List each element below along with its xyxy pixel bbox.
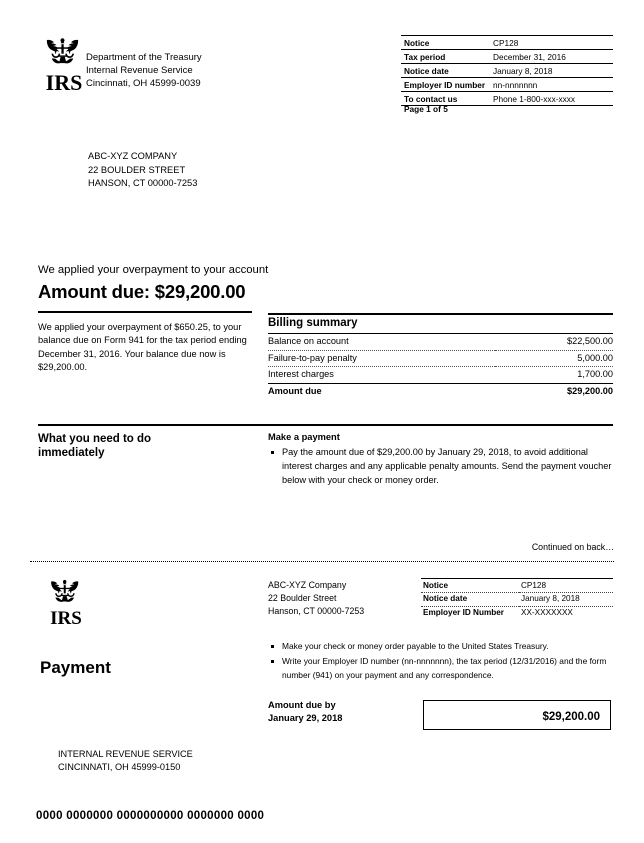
irs-return-address-line-1: INTERNAL REVENUE SERVICE xyxy=(58,749,193,759)
table-row xyxy=(401,63,613,77)
voucher-addressee-line-1: ABC-XYZ Company xyxy=(268,580,347,590)
irs-logo-voucher xyxy=(38,578,94,628)
amount-due-by-label: Amount due by xyxy=(268,700,336,710)
addressee-line-3: HANSON, CT 00000-7253 xyxy=(88,178,198,189)
addressee-block xyxy=(88,150,197,191)
table-row xyxy=(401,49,613,63)
contact-label: To contact us xyxy=(401,91,490,105)
payment-title: Payment xyxy=(40,658,111,677)
contact-value: Phone 1-800-xxx-xxxx xyxy=(490,91,613,105)
tax-period-value: December 31, 2016 xyxy=(490,49,613,63)
wynd-divider xyxy=(38,424,613,426)
wynd-heading-line-2: immediately xyxy=(38,447,105,460)
table-row xyxy=(421,606,613,619)
irs-wordmark: IRS xyxy=(45,70,83,95)
voucher-notice-label: Notice xyxy=(421,579,519,593)
notice-date-label: Notice date xyxy=(401,63,490,77)
billing-label: Balance on account xyxy=(268,334,495,351)
agency-line-3: Cincinnati, OH 45999-0039 xyxy=(86,78,201,90)
voucher-addressee-line-2: 22 Boulder Street xyxy=(268,593,337,603)
list-item: Pay the amount due of $29,200.00 by January 29, 2018, to avoid additional interest charges and any applicable penalty amounts. Send the payment voucher below with your check or money order. xyxy=(268,445,614,488)
billing-total-amount: $29,200.00 xyxy=(495,383,613,399)
billing-amount: 1,700.00 xyxy=(495,367,613,384)
voucher-info-table xyxy=(421,578,613,620)
wynd-heading xyxy=(38,432,248,461)
wynd-body xyxy=(268,432,614,489)
voucher-bullet-list xyxy=(268,639,608,683)
intro-paragraph: We applied your overpayment of $650.25, to your balance due on Form 941 for the tax period ending December 31, 2016. Your balance due now is $29,200.00. xyxy=(38,322,247,373)
make-a-payment-subheading: Make a payment xyxy=(268,432,340,442)
addressee-line-2: 22 BOULDER STREET xyxy=(88,164,186,175)
billing-label: Failure-to-pay penalty xyxy=(268,350,495,367)
voucher-scanline: 0000 0000000 0000000000 0000000 0000 xyxy=(36,810,265,822)
irs-logo-header xyxy=(36,36,92,94)
intro-divider xyxy=(38,311,252,313)
billing-amount: 5,000.00 xyxy=(495,350,613,367)
irs-eagle-emblem-icon xyxy=(41,36,87,74)
list-item: Make your check or money order payable to the United States Treasury. xyxy=(268,639,608,653)
billing-summary-section xyxy=(268,313,613,400)
irs-return-address-line-2: CINCINNATI, OH 45999-0150 xyxy=(58,762,181,773)
irs-eagle-emblem-icon xyxy=(46,578,86,611)
billing-amount: $22,500.00 xyxy=(495,334,613,351)
table-row xyxy=(401,36,613,50)
table-row xyxy=(421,592,613,606)
voucher-instructions xyxy=(268,639,608,684)
voucher-notice-date-value: January 8, 2018 xyxy=(519,592,613,606)
billing-summary-table xyxy=(268,333,613,400)
table-row xyxy=(268,334,613,351)
billing-top-rule xyxy=(268,313,613,315)
notice-value: CP128 xyxy=(490,36,613,50)
amount-due-by-date: January 29, 2018 xyxy=(268,713,343,723)
voucher-ein-label: Employer ID Number xyxy=(421,606,519,619)
wynd-bullet-list xyxy=(268,445,614,488)
agency-address xyxy=(86,51,202,91)
continued-on-back: Continued on back… xyxy=(531,542,614,552)
notice-label: Notice xyxy=(401,36,490,50)
agency-line-1: Department of the Treasury xyxy=(86,52,202,63)
amount-due-by-block xyxy=(268,699,342,725)
voucher-amount-due-box xyxy=(423,700,611,730)
billing-label: Interest charges xyxy=(268,367,495,384)
billing-total-label: Amount due xyxy=(268,383,495,399)
agency-line-2: Internal Revenue Service xyxy=(86,65,193,77)
table-row xyxy=(268,350,613,367)
page-number: Page 1 of 5 xyxy=(404,104,448,114)
voucher-addressee-line-3: Hanson, CT 00000-7253 xyxy=(268,606,365,616)
table-row xyxy=(421,579,613,593)
voucher-amount-due-value: $29,200.00 xyxy=(542,711,600,723)
amount-due-headline: Amount due: $29,200.00 xyxy=(38,281,246,302)
irs-wordmark: IRS xyxy=(50,608,82,629)
notice-info-table xyxy=(401,35,613,106)
voucher-notice-date-label: Notice date xyxy=(421,592,519,606)
voucher-ein-value: XX-XXXXXXX xyxy=(519,606,613,619)
addressee-line-1: ABC-XYZ COMPANY xyxy=(88,151,178,161)
table-row xyxy=(401,77,613,91)
notice-subject: We applied your overpayment to your account xyxy=(38,264,269,276)
wynd-heading-line-1: What you need to do xyxy=(38,433,152,445)
voucher-tear-line xyxy=(30,561,614,562)
irs-return-address xyxy=(58,748,193,775)
billing-total-row xyxy=(268,383,613,399)
table-row xyxy=(268,367,613,384)
voucher-notice-value: CP128 xyxy=(519,579,613,593)
tax-period-label: Tax period xyxy=(401,49,490,63)
ein-value: nn-nnnnnnn xyxy=(490,77,613,91)
billing-summary-title: Billing summary xyxy=(268,317,358,329)
ein-label: Employer ID number xyxy=(401,77,490,91)
list-item: Write your Employer ID number (nn-nnnnnnn), the tax period (12/31/2016) and the form number (941) on your payment and any correspondence. xyxy=(268,654,608,682)
notice-date-value: January 8, 2018 xyxy=(490,63,613,77)
voucher-addressee-block xyxy=(268,579,364,618)
